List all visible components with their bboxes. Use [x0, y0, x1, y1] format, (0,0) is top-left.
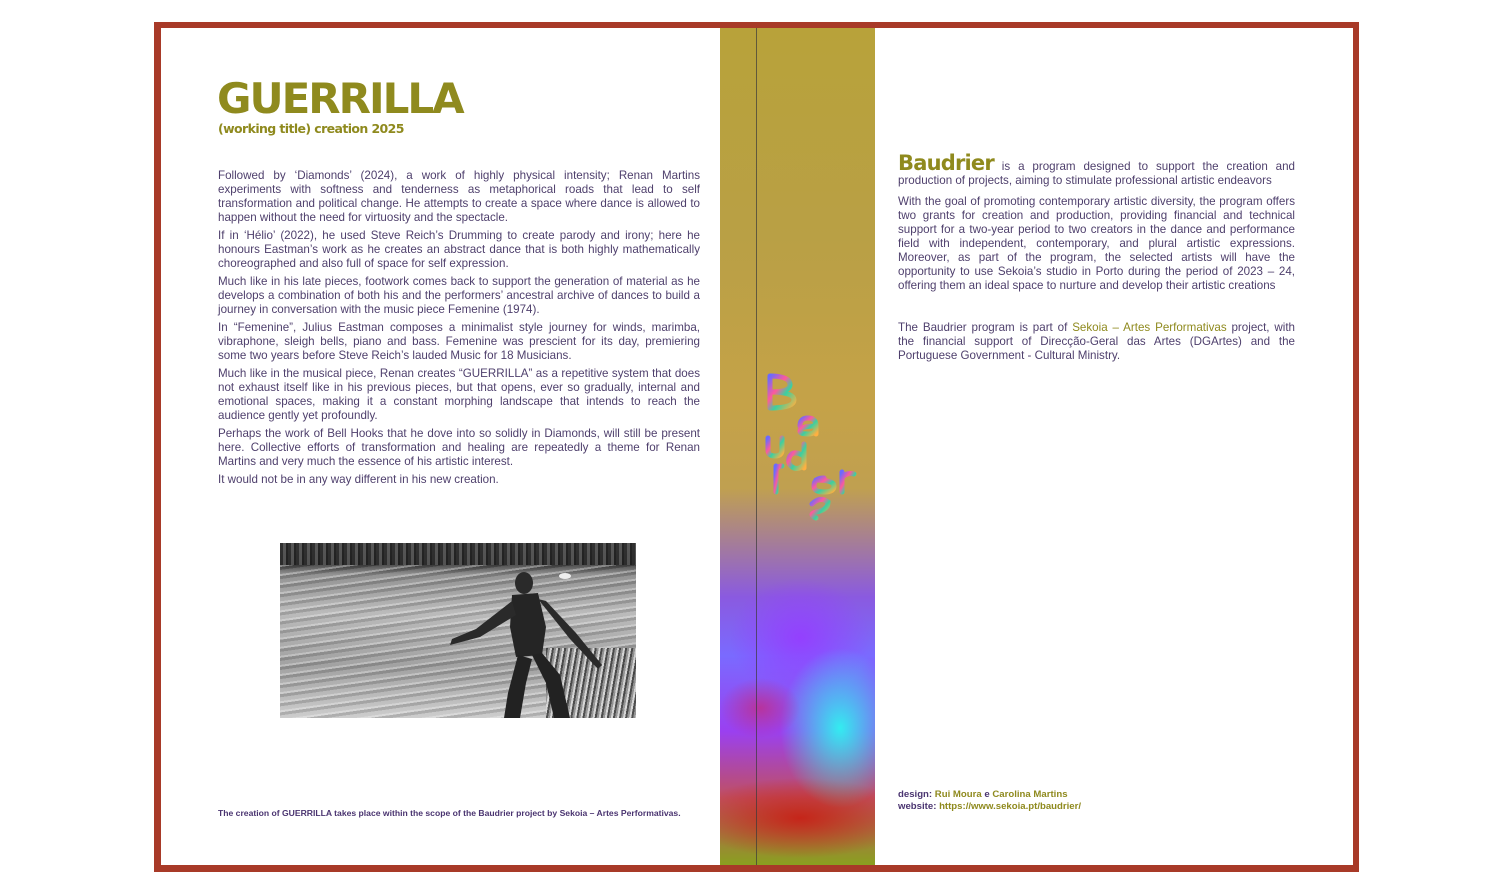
paragraph: It would not be in any way different in his new creation.: [218, 473, 499, 486]
website-credit: [898, 801, 1081, 813]
right-body-text: [898, 151, 1295, 370]
page-title: GUERRILLA: [217, 74, 463, 123]
paragraph: Much like in the musical piece, Renan creates “GUERRILLA” as a repetitive system that does not exhaust itself like in his previous pieces, but that opens, ever so gradually, internal and emotional spaces, making it a constant morphing landscape that intends to reach the audience gently yet profoundly.: [218, 367, 700, 422]
intro-text: is a program designed to support the creation and production of projects, aiming to stimulate professional artistic endeavors: [898, 160, 1295, 187]
paragraph: In “Femenine”, Julius Eastman composes a minimalist style journey for winds, marimba, vibraphone, sleigh bells, piano and bass. Femenine was prescient for its day, premiering some two years before Steve Reich’s lauded Music for 18 Musicians.: [218, 321, 700, 362]
baudrier-logo: [764, 368, 874, 528]
page-subtitle: (working title) creation 2025: [218, 121, 404, 136]
document-spread: [161, 28, 1353, 865]
paragraph: Much like in his late pieces, footwork comes back to support the generation of material as he develops a combination of both his and the performers’ ancestral archive of dances to build a journey in conversation with the music piece Femenine (1974).: [218, 275, 700, 316]
paragraph: Followed by ‘Diamonds’ (2024), a work of highly physical intensity; Renan Martins experiments with softness and tenderness as metaphorical roads that lead to self transformation and political change. He attempts to create a space where dance is allowed to happen without the need for virtuosity and the spectacle.: [218, 169, 700, 224]
left-body-text: [218, 169, 700, 491]
dancer-figure: [280, 543, 636, 718]
website-link[interactable]: https://www.sekoia.pt/baudrier/: [939, 801, 1082, 812]
intro-paragraph: [898, 151, 1295, 188]
website-label: website:: [898, 801, 940, 812]
partnership-paragraph: [898, 321, 1295, 363]
dancer-photo: [280, 543, 636, 718]
designer-name: Carolina Martins: [992, 789, 1068, 800]
spine-rule: [756, 28, 757, 865]
paragraph: With the goal of promoting contemporary artistic diversity, the program offers two grants for creation and production, providing financial and technical support for a two-year period to two creators in the dance and performance field with independent, contemporary, and plural artistic expressions. Moreover, as part of the program, the selected artists will have the opportunity to use Sekoia’s studio in Porto during the period of 2023 – 24, offering them an ideal space to nurture and develop their artistic creations: [898, 195, 1295, 292]
logo-label: Baudrier: [764, 368, 768, 369]
paragraph: Perhaps the work of Bell Hooks that he dove into so solidly in Diamonds, will still be present here. Collective efforts of transformation and healing are repeatedly a theme for Renan Martins and very much the essence of his artistic interest.: [218, 427, 700, 468]
design-label: design:: [898, 789, 935, 800]
credits: [898, 789, 1081, 813]
credit-joiner: e: [981, 789, 993, 800]
sekoia-link[interactable]: Sekoia – Artes Performativas: [1072, 321, 1227, 334]
designer-name: Rui Moura: [934, 789, 982, 800]
footnote: The creation of GUERRILLA takes place within the scope of the Baudrier project by Sekoia – Artes Performativas.: [218, 808, 681, 818]
paragraph-text: project, with the financial support of Direcção-Geral das Artes (DGArtes) and the Portuguese Government - Cultural Ministry.: [898, 321, 1295, 362]
paragraph: If in ‘Hélio’ (2022), he used Steve Reich’s Drumming to create parody and irony; here he honours Eastman’s work as he creates an abstract dance that is both highly mathematically choreographed and also full of space for self expression.: [218, 229, 700, 270]
spine-gradient: [720, 28, 875, 865]
design-credit: [898, 789, 1081, 801]
paragraph-text: The Baudrier program is part of: [898, 321, 1073, 334]
brand-name: Baudrier: [898, 151, 994, 175]
